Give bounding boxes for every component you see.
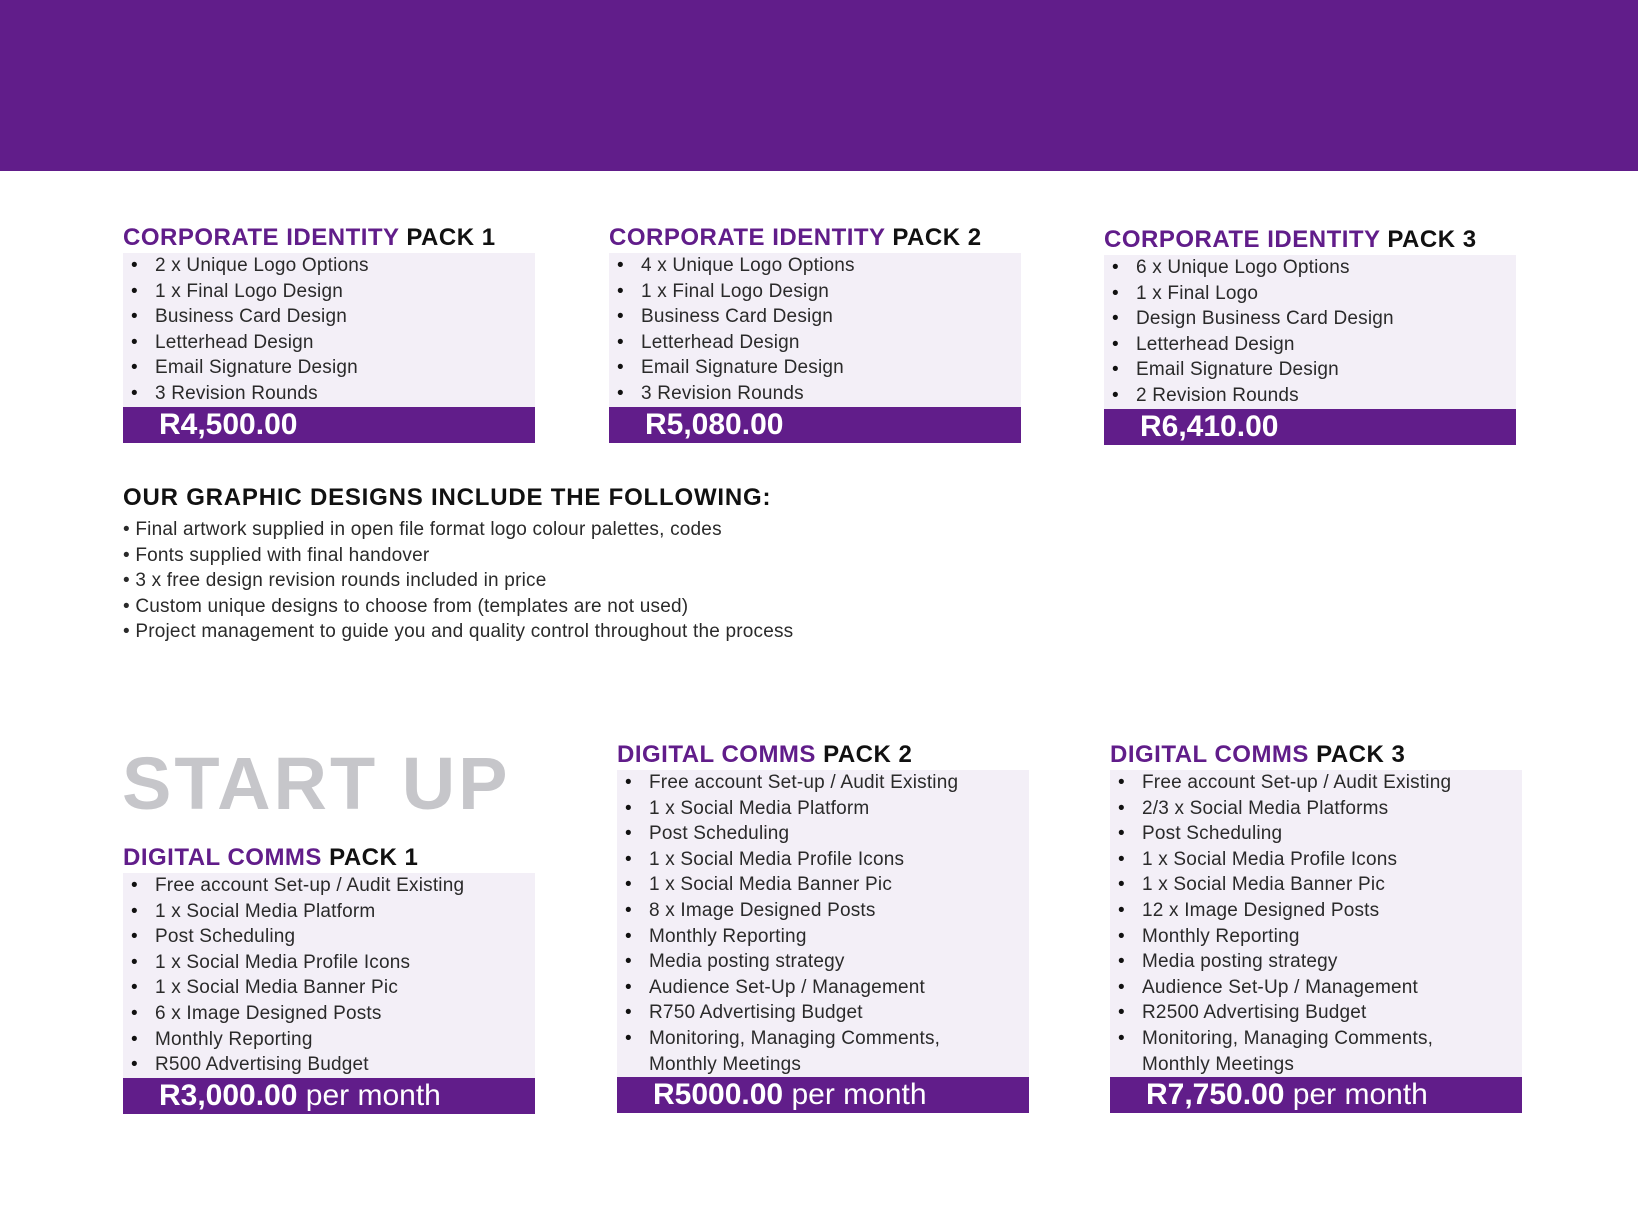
feature-item: • 6 x Unique Logo Options [1104,255,1516,281]
price-period: per month [791,1078,927,1112]
feature-item: • 1 x Social Media Profile Icons [1110,847,1522,873]
includes-heading: OUR GRAPHIC DESIGNS INCLUDE THE FOLLOWING: [123,484,772,511]
pack-title-prefix: DIGITAL COMMS [1110,741,1309,768]
feature-item: • Post Scheduling [1110,821,1522,847]
pack-title-prefix: CORPORATE IDENTITY [609,224,886,251]
feature-item: • Post Scheduling [617,821,1029,847]
feature-item: • 2/3 x Social Media Platforms [1110,796,1522,822]
graphic-includes-section [123,483,793,645]
pack-title-suffix: PACK 3 [1316,741,1406,768]
feature-item: • Monthly Reporting [617,924,1029,950]
feature-item: • 2 Revision Rounds [1104,383,1516,409]
pack-title [617,740,1029,770]
corporate-pack-1 [123,223,535,443]
digital-pack-3 [1110,740,1522,1113]
price-value: R5000.00 [653,1078,784,1112]
feature-item: • Free account Set-up / Audit Existing [617,770,1029,796]
pack-title-prefix: DIGITAL COMMS [617,741,816,768]
pack-title [1104,225,1516,255]
feature-item: • Email Signature Design [1104,357,1516,383]
feature-item: • 1 x Social Media Profile Icons [123,950,535,976]
price-bar [1110,1077,1522,1113]
price-period: per month [305,1078,441,1112]
feature-item: • Audience Set-Up / Management [617,975,1029,1001]
feature-item: • 3 Revision Rounds [609,381,1021,407]
feature-item: • Free account Set-up / Audit Existing [1110,770,1522,796]
feature-item: • Letterhead Design [609,330,1021,356]
feature-list [1104,255,1516,409]
header-band [0,0,1638,171]
includes-item: • 3 x free design revision rounds included in price [123,568,793,594]
feature-item: • Business Card Design [123,304,535,330]
corporate-pack-2 [609,223,1021,443]
feature-list [1110,770,1522,1077]
feature-item: • 1 x Social Media Platform [617,796,1029,822]
price-value: R4,500.00 [159,407,298,441]
feature-item: • 1 x Final Logo [1104,281,1516,307]
pack-title-suffix: PACK 1 [406,224,496,251]
feature-item: • Letterhead Design [1104,332,1516,358]
feature-item: • Audience Set-Up / Management [1110,975,1522,1001]
price-value: R6,410.00 [1140,409,1279,443]
price-bar [1104,409,1516,445]
price-bar [609,407,1021,443]
feature-item: • 4 x Unique Logo Options [609,253,1021,279]
feature-item: • 3 Revision Rounds [123,381,535,407]
feature-item: • Free account Set-up / Audit Existing [123,873,535,899]
feature-item: • Media posting strategy [617,949,1029,975]
feature-list [123,873,535,1078]
feature-item: • Monthly Reporting [123,1027,535,1053]
pack-title [123,223,535,253]
feature-item-continuation: Monthly Meetings [649,1053,802,1075]
digital-pack-2 [617,740,1029,1113]
includes-item: • Final artwork supplied in open file format logo colour palettes, codes [123,517,793,543]
price-value: R3,000.00 [159,1078,298,1112]
price-value: R7,750.00 [1146,1078,1285,1112]
feature-item: • Monitoring, Managing Comments, [617,1026,1029,1052]
feature-item: • 1 x Social Media Banner Pic [617,872,1029,898]
feature-item: • 1 x Social Media Platform [123,899,535,925]
pack-title-suffix: PACK 3 [1387,226,1477,253]
feature-item: • 1 x Final Logo Design [123,279,535,305]
feature-item: • Email Signature Design [609,355,1021,381]
feature-item: • 1 x Social Media Banner Pic [1110,872,1522,898]
pack-title-prefix: CORPORATE IDENTITY [1104,226,1381,253]
feature-item-continuation: Monthly Meetings [1142,1053,1295,1075]
feature-item: • R500 Advertising Budget [123,1052,535,1078]
pack-title-suffix: PACK 2 [823,741,913,768]
feature-item: • 8 x Image Designed Posts [617,898,1029,924]
pack-title-prefix: DIGITAL COMMS [123,844,322,871]
feature-list [123,253,535,407]
pack-title [123,843,535,873]
feature-item: • Monthly Reporting [1110,924,1522,950]
feature-item: • 6 x Image Designed Posts [123,1001,535,1027]
feature-item: • Monitoring, Managing Comments, [1110,1026,1522,1052]
price-period: per month [1292,1078,1428,1112]
includes-item: • Custom unique designs to choose from (templates are not used) [123,594,793,620]
feature-item: • 1 x Final Logo Design [609,279,1021,305]
feature-item: • 1 x Social Media Banner Pic [123,975,535,1001]
feature-list [609,253,1021,407]
price-bar [123,407,535,443]
price-bar [123,1078,535,1114]
feature-item: • Email Signature Design [123,355,535,381]
pack-title-prefix: CORPORATE IDENTITY [123,224,400,251]
feature-item: • Business Card Design [609,304,1021,330]
feature-item: • R2500 Advertising Budget [1110,1000,1522,1026]
price-bar [617,1077,1029,1113]
digital-pack-1 [123,843,535,1114]
feature-list [617,770,1029,1077]
feature-item: • Post Scheduling [123,924,535,950]
feature-item: • R750 Advertising Budget [617,1000,1029,1026]
feature-item: • Design Business Card Design [1104,306,1516,332]
startup-label: START UP [122,742,511,825]
pack-title-suffix: PACK 2 [892,224,982,251]
feature-item: • 2 x Unique Logo Options [123,253,535,279]
pack-title [1110,740,1522,770]
includes-list [123,517,793,645]
pack-title [609,223,1021,253]
pack-title-suffix: PACK 1 [329,844,419,871]
includes-item: • Fonts supplied with final handover [123,543,793,569]
feature-item: • 1 x Social Media Profile Icons [617,847,1029,873]
feature-item: • Letterhead Design [123,330,535,356]
includes-item: • Project management to guide you and quality control throughout the process [123,619,793,645]
feature-item: • 12 x Image Designed Posts [1110,898,1522,924]
feature-item: • Media posting strategy [1110,949,1522,975]
price-value: R5,080.00 [645,407,784,441]
corporate-pack-3 [1104,225,1516,445]
